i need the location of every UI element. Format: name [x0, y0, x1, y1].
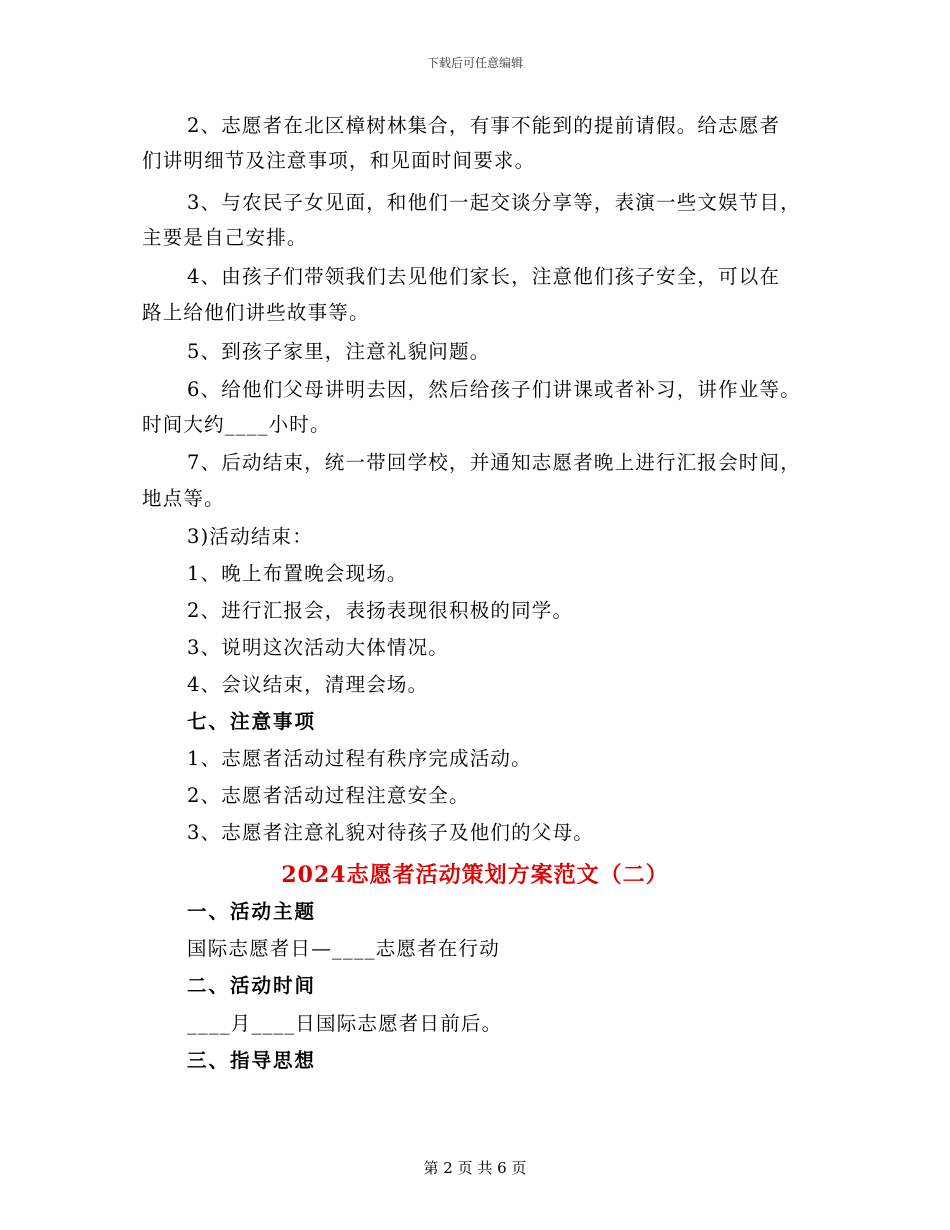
list-item: 2、志愿者活动过程注意安全。	[187, 784, 470, 807]
list-item: 1、晚上布置晚会现场。	[187, 562, 408, 585]
list-item: 3、说明这次活动大体情况。	[187, 636, 450, 659]
section-subheading: 3)活动结束：	[187, 525, 313, 548]
paragraph-line: 们讲明细节及注意事项，和见面时间要求。	[142, 149, 536, 172]
paragraph-line: 6、给他们父母讲明去因，然后给孩子们讲课或者补习，讲作业等。	[187, 378, 801, 401]
paragraph-line: 7、后动结束，统一带回学校，并通知志愿者晚上进行汇报会时间，	[187, 451, 801, 474]
paragraph-line: 5、到孩子家里，注意礼貌问题。	[187, 340, 491, 363]
list-item: 2、进行汇报会，表扬表现很积极的同学。	[187, 599, 574, 622]
paragraph-line: 路上给他们讲些故事等。	[142, 301, 370, 324]
paragraph-line: 时间大约____小时。	[142, 413, 331, 436]
paragraph-line: 主要是自己安排。	[142, 226, 308, 249]
paragraph-line: 2、志愿者在北区樟树林集合，有事不能到的提前请假。给志愿者	[187, 114, 781, 137]
section-heading: 一、活动主题	[187, 900, 317, 923]
paragraph-line: ____月____日国际志愿者日前后。	[187, 1012, 503, 1035]
paragraph-line: 国际志愿者日—____志愿者在行动	[187, 937, 500, 960]
paragraph-line: 3、与农民子女见面，和他们一起交谈分享等，表演一些文娱节目，	[187, 191, 801, 214]
section-heading: 七、注意事项	[187, 710, 317, 733]
page-footer: 第 2 页 共 6 页	[423, 1159, 527, 1177]
page-header: 下载后可任意编辑	[426, 56, 523, 70]
section-heading: 二、活动时间	[187, 974, 317, 997]
paragraph-line: 地点等。	[142, 487, 225, 510]
section-heading: 三、指导思想	[187, 1049, 317, 1072]
list-item: 4、会议结束，清理会场。	[187, 673, 429, 696]
document-title: 2024志愿者活动策划方案范文（二）	[281, 862, 669, 888]
list-item: 3、志愿者注意礼貌对待孩子及他们的父母。	[187, 821, 594, 844]
list-item: 1、志愿者活动过程有秩序完成活动。	[187, 747, 532, 770]
paragraph-line: 4、由孩子们带领我们去见他们家长，注意他们孩子安全，可以在	[187, 265, 781, 288]
